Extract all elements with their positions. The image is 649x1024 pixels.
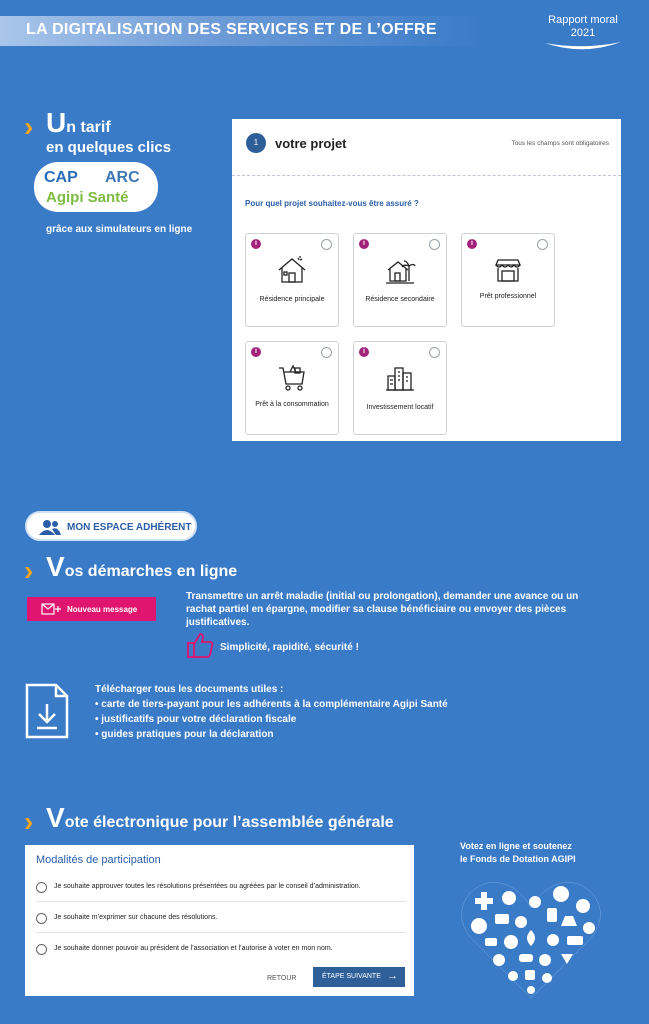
section1-title [46, 109, 111, 137]
option-label: Investissement locatif [366, 404, 434, 411]
option-card-residence-principale[interactable] [245, 233, 339, 327]
section1-subtitle: en quelques clics [46, 139, 172, 156]
option-label: Résidence secondaire [365, 296, 435, 303]
vote-option[interactable] [25, 934, 414, 964]
chevron-right-icon: › [24, 806, 34, 837]
vote-radio[interactable] [36, 913, 47, 924]
report-label: Rapport moral [548, 14, 618, 26]
vote-option-label: Je souhaite m’exprimer sur chacune des résolutions. [54, 914, 218, 921]
vote-form [25, 845, 414, 996]
option-card-pret-consommation[interactable] [245, 341, 339, 435]
info-icon[interactable]: i [251, 239, 261, 249]
next-step-label: ÉTAPE SUIVANTE [322, 973, 381, 980]
chevron-right-icon: › [24, 555, 34, 586]
arrow-right-icon: → [387, 970, 398, 982]
info-icon[interactable]: i [251, 347, 261, 357]
espace-adherent-label: MON ESPACE ADHÉRENT [67, 522, 192, 533]
option-label: Prêt à la consommation [255, 401, 329, 408]
swoosh-icon [543, 40, 623, 54]
download-item: • carte de tiers-payant pour les adhérents à la complémentaire Agipi Santé [95, 697, 448, 712]
section3-title [46, 804, 394, 832]
chevron-right-icon: › [24, 111, 34, 142]
option-label: Prêt professionnel [479, 293, 537, 300]
option-card-investissement-locatif[interactable] [353, 341, 447, 435]
section2-title [46, 553, 237, 581]
section3-title-rest: ote électronique pour l’assemblée générale [64, 814, 394, 831]
section1-initial: U [46, 107, 67, 138]
transmit-text: Transmettre un arrêt maladie (initial ou prolongation), demander une avance ou un rachat partiel en épargne, modifier sa clause bénéficiaire ou envoyer des pièces justificatives. [186, 591, 579, 628]
document-download-icon [24, 682, 70, 740]
vacation-house-icon [384, 254, 416, 286]
vote-option-label: Je souhaite approuver toutes les résolutions présentées ou agréées par le conseil d’administration. [54, 883, 361, 890]
vote-radio[interactable] [36, 882, 47, 893]
simulator-caption: grâce aux simulateurs en ligne [46, 224, 193, 235]
vote-promo-line1: Votez en ligne et soutenez [460, 841, 572, 851]
brand-agipi: Agipi Santé [46, 189, 129, 206]
download-intro: Télécharger tous les documents utiles : [95, 684, 284, 695]
option-radio[interactable] [429, 347, 440, 358]
vote-option[interactable] [25, 903, 414, 933]
vote-form-title: Modalités de participation [36, 854, 161, 866]
download-item: • guides pratiques pour la déclaration [95, 727, 448, 742]
brand-arc: ARC [105, 169, 140, 186]
espace-adherent-button[interactable] [25, 511, 197, 541]
new-message-button[interactable] [27, 597, 156, 621]
report-badge [541, 14, 625, 40]
option-radio[interactable] [321, 347, 332, 358]
simulator-title: votre projet [275, 136, 347, 151]
option-radio[interactable] [321, 239, 332, 250]
divider [36, 901, 406, 902]
vote-option-label: Je souhaite donner pouvoir au président de l’association et l’autorise à voter en mon nom. [54, 945, 333, 952]
vote-promo [460, 840, 576, 866]
option-radio[interactable] [429, 239, 440, 250]
heart-icons-illustration [461, 878, 601, 1002]
report-year: 2021 [570, 27, 596, 39]
section2-title-rest: os démarches en ligne [64, 563, 238, 580]
divider [232, 175, 621, 176]
required-note: Tous les champs sont obligatoires [511, 140, 609, 147]
house-icon [276, 254, 308, 286]
page-title: LA DIGITALISATION DES SERVICES ET DE L’OFFRE [26, 21, 437, 38]
mail-plus-icon [41, 603, 61, 615]
simulator-panel [232, 119, 621, 441]
vote-radio[interactable] [36, 944, 47, 955]
download-item: • justificatifs pour votre déclaration fiscale [95, 712, 448, 727]
vote-promo-line2: le Fonds de Dotation AGIPI [460, 854, 576, 864]
info-icon[interactable]: i [467, 239, 477, 249]
section2-initial: V [46, 551, 65, 582]
step-number: 1 [246, 133, 266, 153]
tagline: Simplicité, rapidité, sécurité ! [220, 642, 359, 653]
shop-icon [492, 254, 524, 286]
brand-cap: CAP [44, 169, 78, 186]
vote-option[interactable] [25, 872, 414, 902]
simulator-question: Pour quel projet souhaitez-vous être assuré ? [245, 199, 419, 208]
divider [36, 932, 406, 933]
shopping-cart-icon [276, 362, 308, 394]
download-list [95, 682, 448, 742]
option-card-residence-secondaire[interactable] [353, 233, 447, 327]
thumbs-up-icon [186, 631, 214, 659]
users-icon [39, 519, 61, 535]
buildings-icon [384, 362, 416, 394]
section1-title-rest: n tarif [66, 119, 111, 136]
option-card-pret-professionnel[interactable] [461, 233, 555, 327]
info-icon[interactable]: i [359, 239, 369, 249]
option-label: Résidence principale [259, 296, 325, 303]
new-message-label: Nouveau message [67, 605, 138, 614]
next-step-button[interactable] [313, 967, 405, 987]
option-radio[interactable] [537, 239, 548, 250]
section3-initial: V [46, 802, 65, 833]
back-button[interactable]: RETOUR [267, 975, 297, 982]
info-icon[interactable]: i [359, 347, 369, 357]
